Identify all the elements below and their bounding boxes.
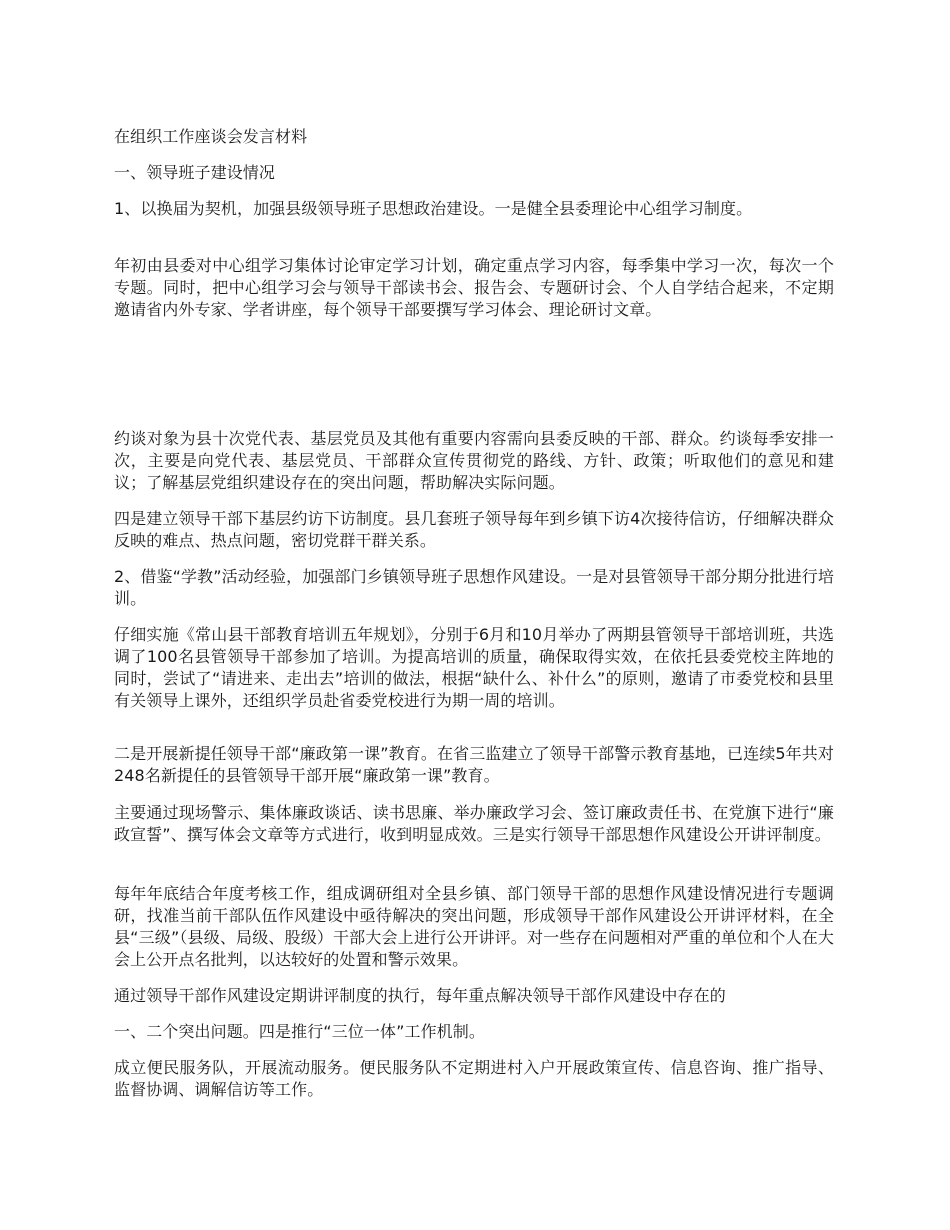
paragraph: 仔细实施《常山县干部教育培训五年规划》，分别于6月和10月举办了两期县管领导干部培训班，共选调了100名县管领导干部参加了培训。为提高培训的质量，确保取得实效，在依托县委党校主阵地的同时，尝试了“请进来、走出去”培训的做法，根据“缺什么、补什么”的原则，邀请了市委党校和县里有关领导上课外，还组织学员赴省委党校进行为期一周的培训。 bbox=[114, 625, 834, 710]
paragraph: 2、借鉴“学教”活动经验，加强部门乡镇领导班子思想作风建设。一是对县管领导干部分期分批进行培训。 bbox=[114, 567, 834, 608]
paragraph: 二是开展新提任领导干部“廉政第一课”教育。在省三监建立了领导干部警示教育基地，已连续5年共对248名新提任的县管领导干部开展“廉政第一课”教育。 bbox=[114, 744, 834, 785]
paragraph: 每年年底结合年度考核工作，组成调研组对全县乡镇、部门领导干部的思想作风建设情况进行专题调研，找准当前干部队伍作风建设中亟待解决的突出问题，形成领导干部作风建设公开讲评材料，在全县“三级”（县级、局级、股级）干部大会上进行公开讲评。对一些存在问题相对严重的单位和个人在大会上公开点名批判，以达较好的处置和警示效果。 bbox=[114, 884, 834, 969]
paragraph: 主要通过现场警示、集体廉政谈话、读书思廉、举办廉政学习会、签订廉政责任书、在党旗下进行“廉政宣誓”、撰写体会文章等方式进行，收到明显成效。三是实行领导干部思想作风建设公开讲评制度。 bbox=[114, 803, 834, 844]
section-heading: 一、领导班子建设情况 bbox=[114, 163, 276, 182]
paragraph: 四是建立领导干部下基层约访下访制度。县几套班子领导每年到乡镇下访4次接待信访，仔细解决群众反映的难点、热点问题，密切党群干群关系。 bbox=[114, 509, 834, 550]
paragraph: 约谈对象为县十次党代表、基层党员及其他有重要内容需向县委反映的干部、群众。约谈每季安排一次，主要是向党代表、基层党员、干部群众宣传贯彻党的路线、方针、政策；听取他们的意见和建议；了解基层党组织建设存在的突出问题，帮助解决实际问题。 bbox=[114, 429, 834, 492]
paragraph: 1、以换届为契机，加强县级领导班子思想政治建设。一是健全县委理论中心组学习制度。 bbox=[114, 199, 753, 218]
paragraph: 一、二个突出问题。四是推行“三位一体”工作机制。 bbox=[114, 1022, 485, 1041]
paragraph: 通过领导干部作风建设定期讲评制度的执行，每年重点解决领导干部作风建设中存在的 bbox=[114, 986, 726, 1005]
paragraph: 成立便民服务队，开展流动服务。便民服务队不定期进村入户开展政策宣传、信息咨询、推广指导、监督协调、调解信访等工作。 bbox=[114, 1058, 834, 1099]
paragraph: 年初由县委对中心组学习集体讨论审定学习计划，确定重点学习内容，每季集中学习一次，每次一个专题。同时，把中心组学习会与领导干部读书会、报告会、专题研讨会、个人自学结合起来，不定期邀请省内外专家、学者讲座，每个领导干部要撰写学习体会、理论研讨文章。 bbox=[114, 256, 834, 319]
document-title: 在组织工作座谈会发言材料 bbox=[114, 127, 308, 146]
